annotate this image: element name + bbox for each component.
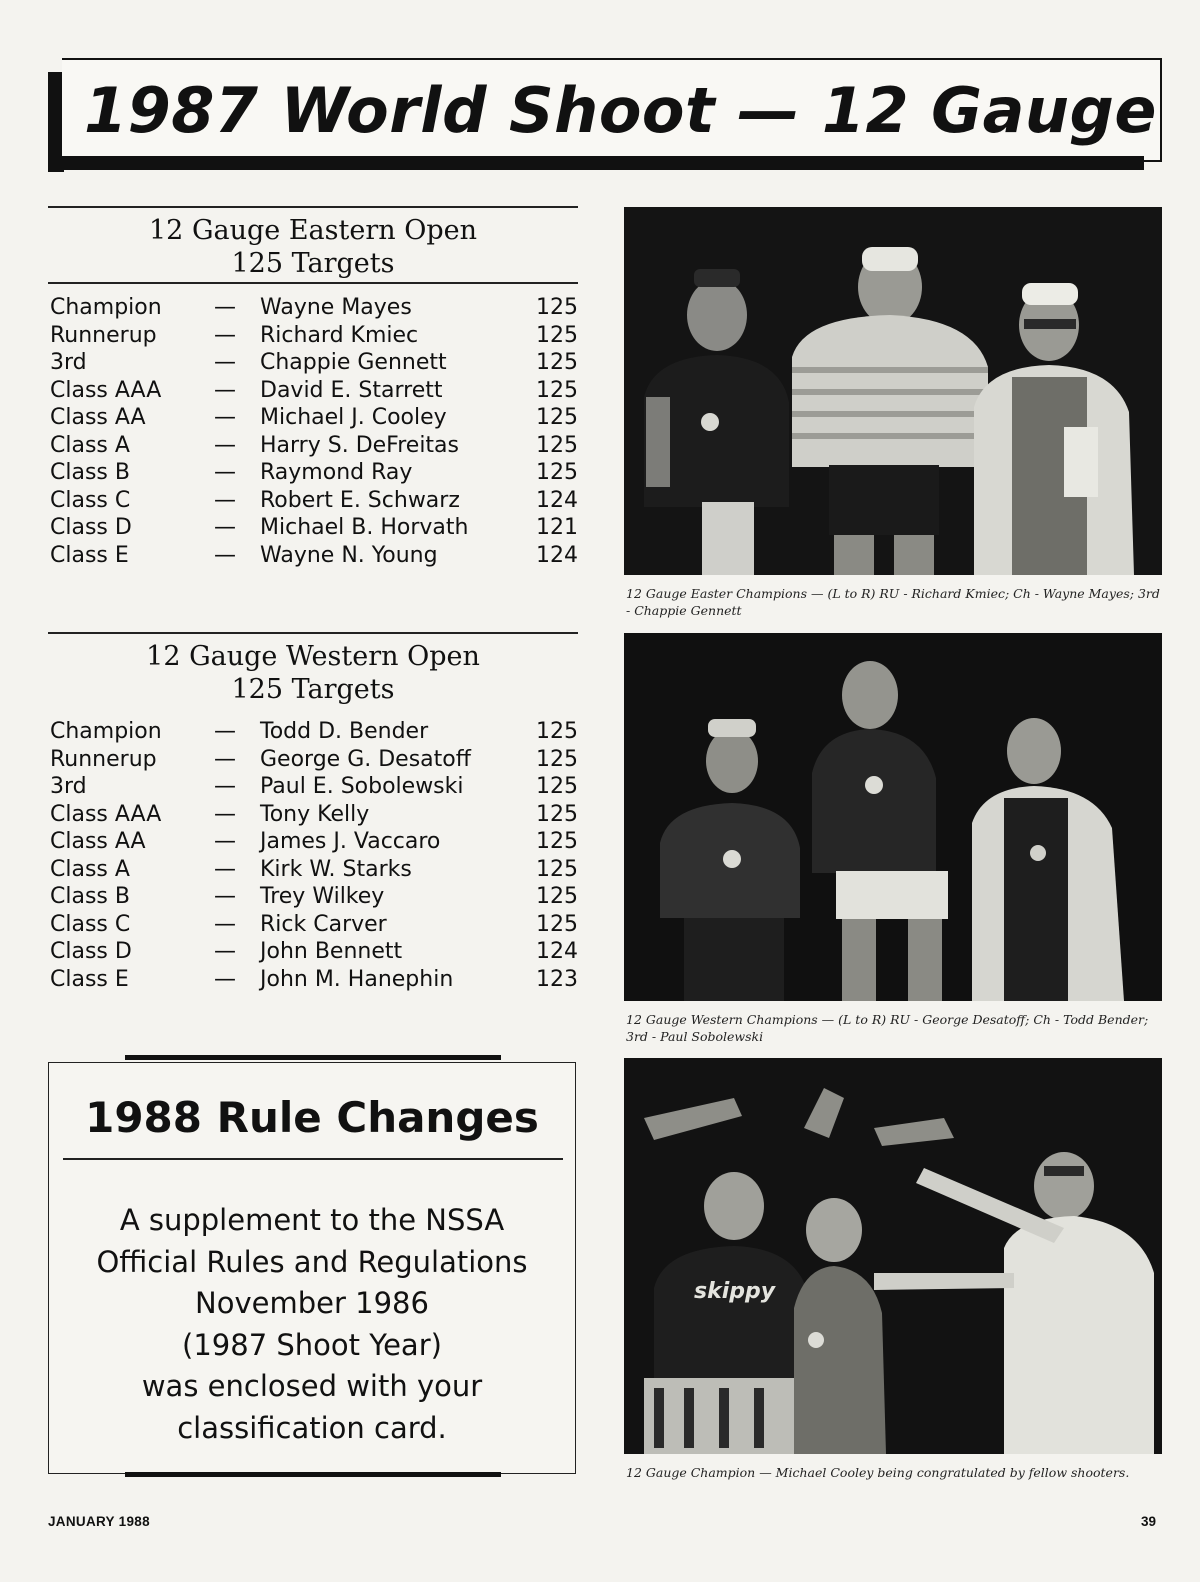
result-score: 125 (536, 774, 578, 799)
result-name: Richard Kmiec (260, 322, 419, 348)
result-class: Class AAA (50, 801, 162, 827)
result-class: Class C (50, 487, 131, 513)
result-dash: — (214, 856, 236, 882)
result-class: Runnerup (50, 322, 157, 348)
result-score: 125 (536, 911, 578, 937)
rule-changes-line: Official Rules and Regulations (96, 1244, 528, 1279)
result-class: Class D (50, 515, 132, 540)
result-class: 3rd (50, 350, 87, 375)
photo-eastern-champions (624, 207, 1162, 575)
result-row (48, 856, 578, 884)
result-class: 3rd (50, 774, 87, 799)
result-dash: — (214, 911, 236, 937)
section-subtitle: 125 Targets (231, 248, 395, 279)
result-score: 124 (536, 487, 578, 513)
result-score: 125 (536, 432, 578, 458)
result-row (48, 828, 578, 856)
result-dash: — (214, 295, 236, 320)
shirt-text: skippy (694, 1279, 776, 1304)
result-row (48, 938, 578, 966)
result-name: Raymond Ray (260, 460, 413, 485)
result-name: Wayne N. Young (260, 542, 438, 568)
result-score: 125 (536, 801, 578, 827)
result-row (48, 883, 578, 911)
result-score: 124 (536, 542, 578, 568)
result-class: Class B (50, 884, 130, 909)
result-class: Class A (50, 856, 130, 882)
result-row (48, 718, 578, 746)
result-name: John M. Hanephin (260, 966, 454, 992)
result-name: Paul E. Sobolewski (260, 774, 464, 799)
caption-western: 12 Gauge Western Champions — (L to R) RU - George Desatoff; Ch - Todd Bender; 3rd - Paul Sobolewski (626, 1012, 1149, 1044)
result-dash: — (214, 515, 236, 540)
result-score: 125 (536, 405, 578, 430)
result-class: Class B (50, 460, 130, 485)
result-class: Class D (50, 939, 132, 964)
section-sub-rule (48, 282, 578, 284)
result-dash: — (214, 405, 236, 430)
result-row (48, 542, 578, 570)
result-class: Class AAA (50, 377, 162, 403)
rule-changes-top-bar (125, 1055, 501, 1060)
result-name: Harry S. DeFreitas (260, 432, 459, 458)
result-name: Michael B. Horvath (260, 515, 469, 540)
page-title: 1987 World Shoot — 12 Gauge (84, 74, 1157, 147)
result-dash: — (214, 719, 236, 744)
result-score: 125 (536, 460, 578, 485)
result-score: 125 (536, 884, 578, 909)
photo-western-champions (624, 633, 1162, 1001)
result-name: Wayne Mayes (260, 295, 412, 320)
rule-changes-line: classification card. (177, 1410, 447, 1445)
caption-champion: 12 Gauge Champion — Michael Cooley being congratulated by fellow shooters. (626, 1465, 1130, 1480)
results-list (48, 718, 578, 993)
rule-changes-line: November 1986 (195, 1286, 429, 1320)
result-dash: — (214, 350, 236, 375)
footer-issue-date: JANUARY 1988 (48, 1514, 150, 1529)
result-score: 125 (536, 295, 578, 320)
result-score: 125 (536, 829, 578, 854)
result-class: Class A (50, 432, 130, 458)
rule-changes-body (49, 1200, 575, 1449)
eastern-open-section (48, 206, 578, 569)
result-row (48, 377, 578, 405)
result-row (48, 966, 578, 994)
result-name: Kirk W. Starks (260, 856, 412, 882)
result-name: James J. Vaccaro (260, 829, 441, 854)
rule-changes-title: 1988 Rule Changes (85, 1093, 539, 1142)
result-dash: — (214, 801, 236, 827)
caption-eastern: 12 Gauge Easter Champions — (L to R) RU - Richard Kmiec; Ch - Wayne Mayes; 3rd - Chappie Gennett (626, 586, 1160, 618)
result-score: 125 (536, 856, 578, 882)
result-row (48, 459, 578, 487)
result-row (48, 294, 578, 322)
result-dash: — (214, 829, 236, 854)
result-name: Rick Carver (260, 911, 387, 937)
rule-changes-box (48, 1062, 576, 1474)
rule-changes-divider (63, 1158, 563, 1160)
section-title: 12 Gauge Western Open (146, 641, 480, 672)
result-dash: — (214, 884, 236, 909)
result-row (48, 487, 578, 515)
result-score: 125 (536, 350, 578, 375)
result-score: 124 (536, 939, 578, 964)
result-class: Class AA (50, 829, 146, 854)
section-title: 12 Gauge Eastern Open (149, 215, 477, 246)
result-name: John Bennett (260, 939, 403, 964)
result-row (48, 773, 578, 801)
result-dash: — (214, 432, 236, 458)
result-name: Michael J. Cooley (260, 405, 447, 430)
result-name: Robert E. Schwarz (260, 487, 460, 513)
result-dash: — (214, 774, 236, 799)
result-dash: — (214, 322, 236, 348)
result-dash: — (214, 377, 236, 403)
rule-changes-bottom-bar (125, 1472, 501, 1477)
result-name: Tony Kelly (260, 801, 370, 827)
western-open-section (48, 632, 578, 993)
result-row (48, 432, 578, 460)
result-dash: — (214, 487, 236, 513)
result-dash: — (214, 542, 236, 568)
rule-changes-line: was enclosed with your (141, 1369, 483, 1403)
result-score: 125 (536, 377, 578, 403)
rule-changes-line: (1987 Shoot Year) (182, 1327, 442, 1362)
result-row (48, 349, 578, 377)
rule-changes-line: A supplement to the NSSA (119, 1203, 505, 1237)
result-class: Class AA (50, 405, 146, 430)
result-dash: — (214, 746, 236, 772)
result-dash: — (214, 939, 236, 964)
result-row (48, 404, 578, 432)
result-class: Class E (50, 542, 129, 568)
result-class: Champion (50, 719, 162, 744)
result-dash: — (214, 966, 236, 992)
title-bar-bottom (48, 156, 1144, 170)
result-name: Chappie Gennett (260, 350, 447, 375)
result-score: 125 (536, 719, 578, 744)
result-name: Trey Wilkey (260, 884, 385, 909)
result-dash: — (214, 460, 236, 485)
result-score: 121 (536, 515, 578, 540)
result-row (48, 911, 578, 939)
result-class: Class C (50, 911, 131, 937)
result-row (48, 322, 578, 350)
result-row (48, 801, 578, 829)
result-score: 123 (536, 966, 578, 992)
result-class: Champion (50, 295, 162, 320)
section-subtitle: 125 Targets (231, 674, 395, 705)
page-number: 39 (1140, 1514, 1156, 1529)
result-name: David E. Starrett (260, 377, 443, 403)
result-class: Class E (50, 966, 129, 992)
results-list (48, 294, 578, 569)
result-score: 125 (536, 322, 578, 348)
result-name: George G. Desatoff (260, 746, 471, 772)
result-score: 125 (536, 746, 578, 772)
result-name: Todd D. Bender (260, 719, 429, 744)
result-row (48, 746, 578, 774)
result-row (48, 514, 578, 542)
result-class: Runnerup (50, 746, 157, 772)
photo-champion-celebration (624, 1058, 1162, 1454)
